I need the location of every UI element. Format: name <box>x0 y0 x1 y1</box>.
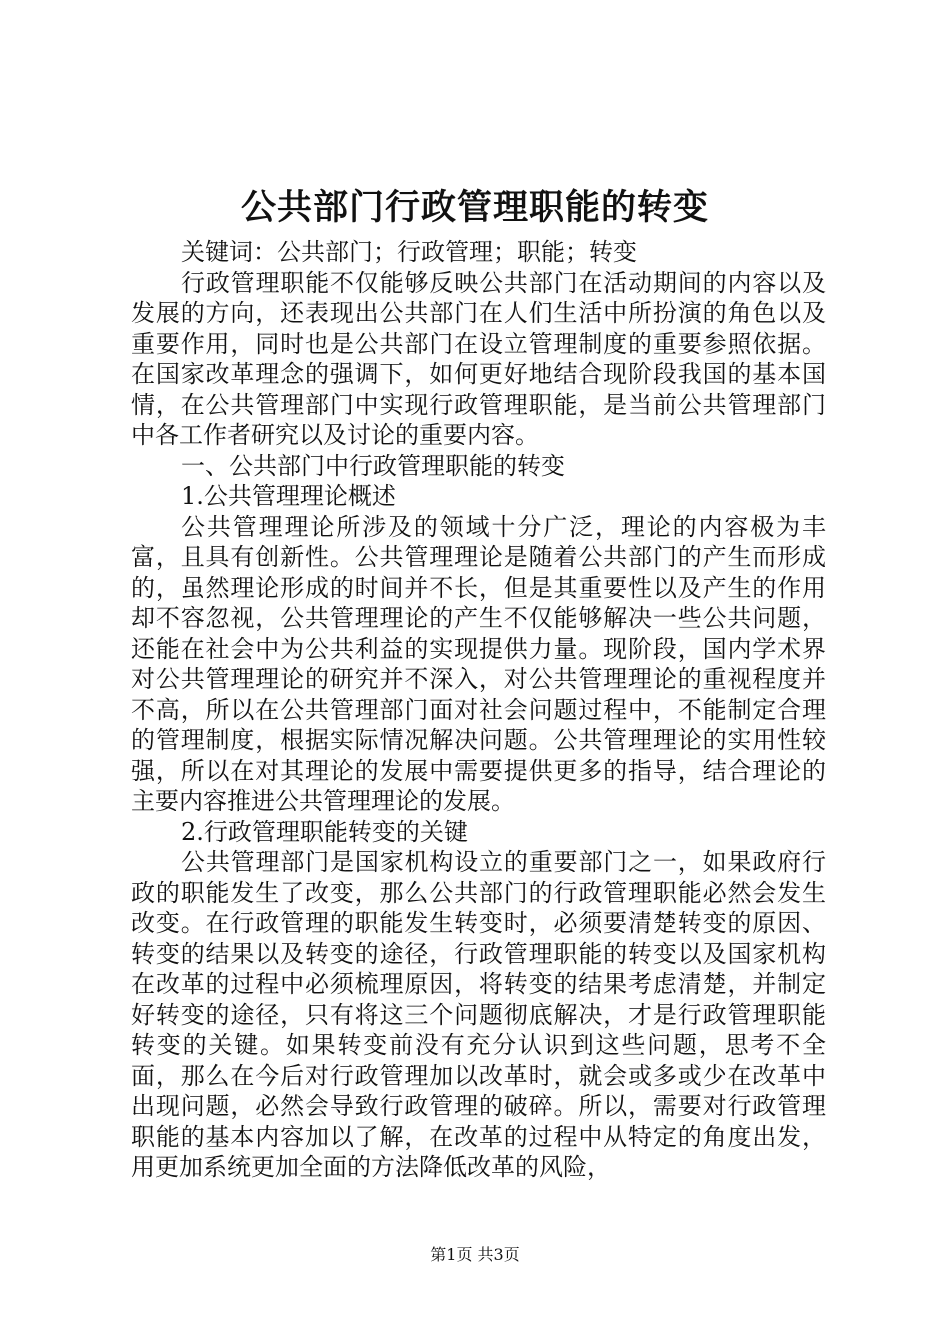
body-paragraph: 公共管理部门是国家机构设立的重要部门之一，如果政府行政的职能发生了改变，那么公共部门的行政管理职能必然会发生改变。在行政管理的职能发生转变时，必须要清楚转变的原因、转变的结果以及转变的途径，行政管理职能的转变以及国家机构在改革的过程中必须梳理原因，将转变的结果考虑清楚，并制定好转变的途径，只有将这三个问题彻底解决，才是行政管理职能转变的关键。如果转变前没有充分认识到这些问题，思考不全面，那么在今后对行政管理加以改革时，就会或多或少在改革中出现问题，必然会导致行政管理的破碎。所以，需要对行政管理职能的基本内容加以了解，在改革的过程中从特定的角度出发，用更加系统更加全面的方法降低改革的风险， <box>131 848 826 1181</box>
subsection-heading: 2.行政管理职能转变的关键 <box>181 817 468 846</box>
subsection-heading: 1.公共管理理论概述 <box>181 482 396 510</box>
document-title: 公共部门行政管理职能的转变 <box>240 188 709 228</box>
section-heading: 一、公共部门中行政管理职能的转变 <box>181 451 565 480</box>
keywords-line: 关键词：公共部门；行政管理；职能；转变 <box>181 238 637 266</box>
intro-paragraph: 行政管理职能不仅能够反映公共部门在活动期间的内容以及发展的方向，还表现出公共部门在人们生活中所扮演的角色以及重要作用，同时也是公共部门在设立管理制度的重要参照依据。在国家改革理念的强调下，如何更好地结合现阶段我国的基本国情，在公共管理部门中实现行政管理职能，是当前公共管理部门中各工作者研究以及讨论的重要内容。 <box>131 268 826 449</box>
page-footer: 第1页 共3页 <box>430 1245 520 1264</box>
document-body <box>131 237 826 1183</box>
body-paragraph: 公共管理理论所涉及的领域十分广泛，理论的内容极为丰富，且具有创新性。公共管理理论是随着公共部门的产生而形成的，虽然理论形成的时间并不长，但是其重要性以及产生的作用却不容忽视，公共管理理论的产生不仅能够解决一些公共问题，还能在社会中为公共利益的实现提供力量。现阶段，国内学术界对公共管理理论的研究并不深入，对公共管理理论的重视程度并不高，所以在公共管理部门面对社会问题过程中，不能制定合理的管理制度，根据实际情况解决问题。公共管理理论的实用性较强，所以在对其理论的发展中需要提供更多的指导，结合理论的主要内容推进公共管理理论的发展。 <box>131 512 826 815</box>
